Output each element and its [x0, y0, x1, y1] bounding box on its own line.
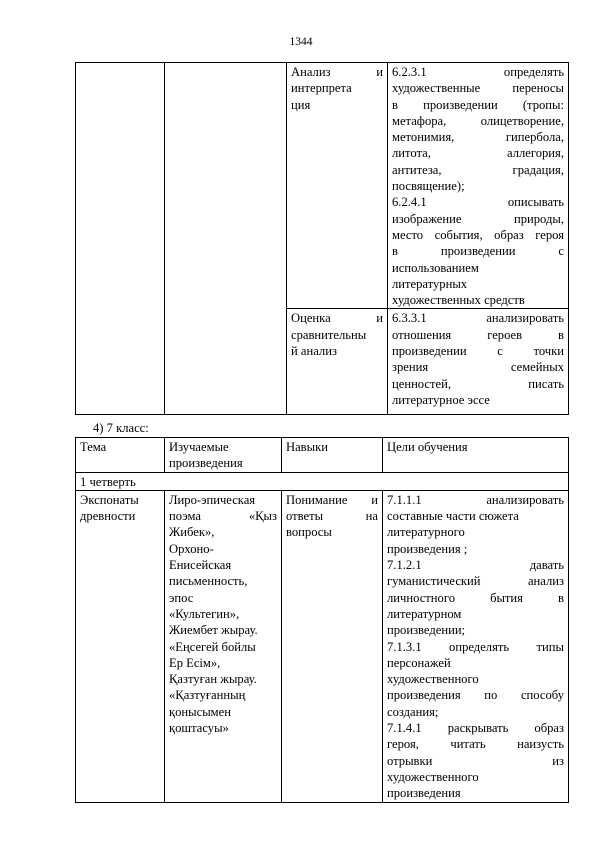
header-goals: Цели обучения: [383, 438, 569, 473]
goal-line: литературном: [387, 606, 462, 621]
works-line: Орхоно-: [169, 541, 214, 556]
goal-line: художественного: [387, 672, 479, 687]
goal-line: произведения ;: [387, 541, 468, 556]
goal-line: литературное эссе: [392, 392, 490, 407]
works-line: «Еңсегей бойлы: [169, 639, 256, 654]
goal-line: метонимия, гипербола,: [392, 130, 564, 145]
skill-line: ция: [291, 97, 311, 112]
curriculum-table-grade-7: [75, 437, 569, 803]
goal-line: 6.2.3.1 определять: [392, 65, 564, 79]
header-line: произведения: [169, 456, 243, 471]
skill-line: Анализ и: [291, 65, 383, 79]
skill-line: сравнительны: [291, 327, 367, 342]
goal-line: литота, аллегория,: [392, 146, 564, 161]
skills-line: вопросы: [286, 525, 332, 540]
works-cell: [165, 490, 282, 802]
goal-line: произведения: [387, 786, 461, 801]
goal-line: произведении;: [387, 623, 466, 638]
header-works: [165, 438, 282, 473]
goal-line: 7.1.1.1 анализировать: [387, 492, 564, 507]
goal-line: ценностей, писать: [392, 376, 564, 391]
goal-line: посвящение);: [392, 179, 465, 194]
header-skills: Навыки: [282, 438, 383, 473]
quarter-row: [76, 472, 569, 490]
goal-line: произведении с точки: [392, 344, 564, 359]
skill-line: интерпрета: [291, 81, 352, 96]
works-line: қонысымен: [169, 704, 231, 719]
works-line: эпос: [169, 590, 194, 605]
works-line: Жибек»,: [169, 525, 215, 540]
goal-line: изображение природы,: [392, 211, 564, 226]
goal-line: отрывки из: [387, 753, 564, 768]
quarter-label: 1 четверть: [76, 472, 569, 490]
works-line: «Қазтуғанның: [169, 688, 246, 703]
topic-cell: [76, 63, 165, 415]
class-heading: 4) 7 класс:: [93, 421, 149, 435]
works-line: Қазтуған жырау.: [169, 672, 257, 687]
works-line: Ер Есім»,: [169, 655, 221, 670]
works-line: Жиембет жырау.: [169, 623, 258, 638]
works-line: поэма «Қыз: [169, 509, 277, 524]
table-row: [76, 490, 569, 802]
goal-line: 7.1.3.1 определять типы: [387, 639, 564, 654]
header-topic: Тема: [76, 438, 165, 473]
goal-line: составные части сюжета: [387, 509, 519, 524]
table-header-row: [76, 438, 569, 473]
goal-line: отношения героев в: [392, 327, 564, 342]
goal-line: личностного бытия в: [387, 590, 564, 605]
works-line: Лиро-эпическая: [169, 492, 256, 507]
goal-line: 6.2.4.1 описывать: [392, 195, 564, 210]
page-number: 1344: [289, 36, 313, 48]
goal-line: в произведении (тропы:: [392, 97, 564, 112]
goal-line: персонажей: [387, 655, 451, 670]
goal-line: антитеза, градация,: [392, 162, 564, 177]
works-line: Енисейская: [169, 558, 232, 573]
goal-cell: [383, 490, 569, 802]
goal-line: 6.3.3.1 анализировать: [392, 311, 564, 326]
goal-line: литературных: [392, 276, 468, 291]
goal-line: художественных средств: [392, 293, 525, 308]
goal-line: 7.1.2.1 давать: [387, 558, 564, 573]
goal-line: художественные переносы: [392, 81, 564, 96]
goal-line: литературного: [387, 525, 465, 540]
curriculum-table-continued: [75, 62, 569, 415]
works-line: письменность,: [169, 574, 248, 589]
goal-line: зрения семейных: [392, 360, 564, 375]
goal-line: метафора, олицетворение,: [392, 113, 564, 128]
header-line: Изучаемые: [169, 440, 229, 454]
topic-cell: [76, 490, 165, 802]
goal-line: гуманистический анализ: [387, 574, 564, 589]
goal-line: 7.1.4.1 раскрывать образ: [387, 721, 564, 736]
goal-cell: [388, 309, 569, 415]
skill-cell: [287, 309, 388, 415]
goal-line: художественного: [387, 769, 479, 784]
goal-line: использованием: [392, 260, 479, 275]
skill-line: Оценка и: [291, 311, 383, 326]
goal-line: создания;: [387, 704, 439, 719]
skill-line: й анализ: [291, 344, 337, 359]
goal-line: произведения по способу: [387, 688, 564, 703]
goal-cell: [388, 63, 569, 309]
skill-cell: [287, 63, 388, 309]
table-row: [76, 63, 569, 309]
goal-line: в произведении с: [392, 244, 564, 259]
topic-line: древности: [80, 509, 136, 524]
topic-line: Экспонаты: [80, 492, 139, 507]
works-line: «Культегин»,: [169, 606, 240, 621]
works-line: қоштасуы»: [169, 721, 229, 736]
works-cell: [165, 63, 287, 415]
goal-line: место события, образ героя: [392, 227, 564, 242]
skills-line: ответы на: [286, 509, 378, 524]
skills-line: Понимание и: [286, 492, 378, 507]
goal-line: героя, читать наизусть: [387, 737, 564, 752]
skills-cell: [282, 490, 383, 802]
